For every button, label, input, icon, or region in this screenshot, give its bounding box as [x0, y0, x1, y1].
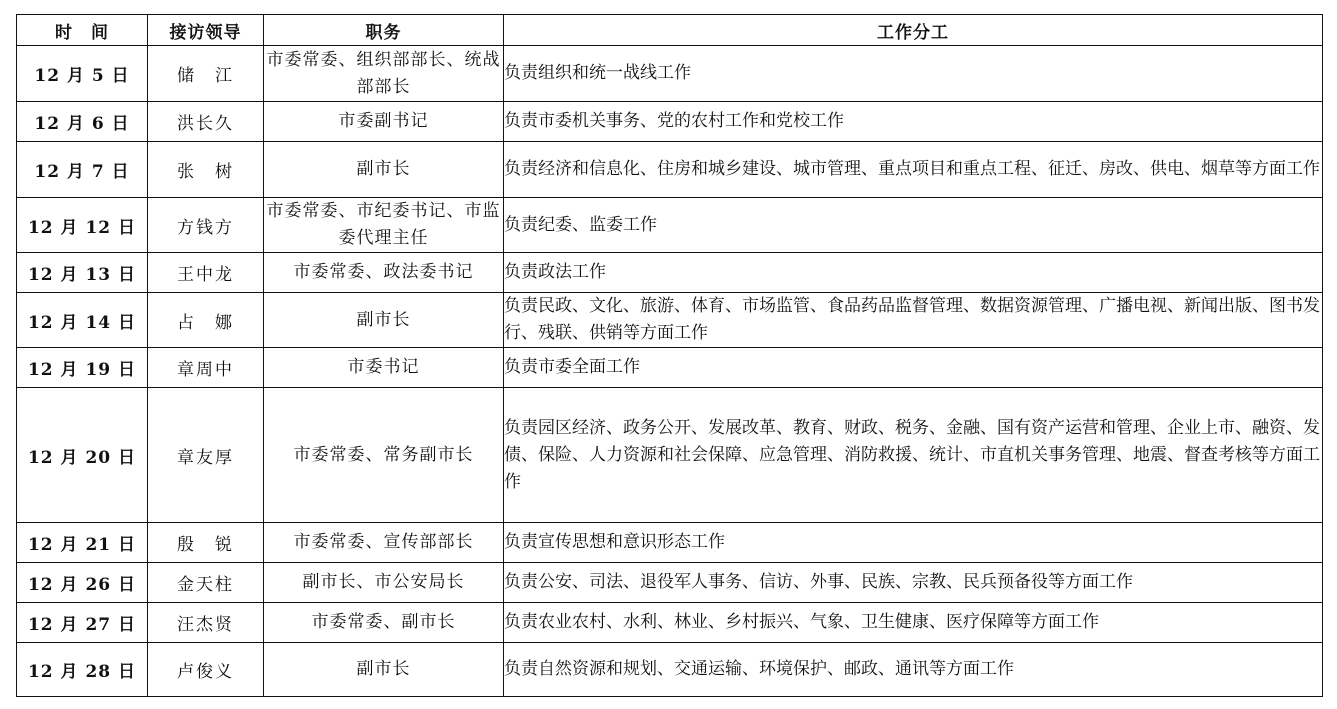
- header-duty: 工作分工: [504, 15, 1323, 46]
- table-row: [17, 563, 1323, 603]
- title-cell: 副市长: [264, 643, 504, 697]
- table-row: [17, 142, 1323, 198]
- date-cell: 12 月 19 日: [17, 348, 148, 388]
- title-cell: 副市长: [264, 293, 504, 348]
- duty-cell: 负责公安、司法、退役军人事务、信访、外事、民族、宗教、民兵预备役等方面工作: [504, 563, 1323, 603]
- duty-cell: 负责经济和信息化、住房和城乡建设、城市管理、重点项目和重点工程、征迁、房改、供电、烟草等方面工作: [504, 142, 1323, 198]
- duty-cell: 负责政法工作: [504, 253, 1323, 293]
- leader-cell: 金天柱: [148, 563, 264, 603]
- table-row: [17, 388, 1323, 523]
- date-cell: 12 月 6 日: [17, 102, 148, 142]
- duty-cell: 负责纪委、监委工作: [504, 198, 1323, 253]
- title-cell: 市委常委、常务副市长: [264, 388, 504, 523]
- leader-cell: 洪长久: [148, 102, 264, 142]
- title-cell: 副市长: [264, 142, 504, 198]
- duty-cell: 负责民政、文化、旅游、体育、市场监管、食品药品监督管理、数据资源管理、广播电视、新闻出版、图书发行、残联、供销等方面工作: [504, 293, 1323, 348]
- header-date: 时 间: [17, 15, 148, 46]
- header-leader: 接访领导: [148, 15, 264, 46]
- table-row: [17, 603, 1323, 643]
- table-row: [17, 348, 1323, 388]
- title-cell: 市委常委、政法委书记: [264, 253, 504, 293]
- duty-cell: 负责市委全面工作: [504, 348, 1323, 388]
- title-cell: 市委常委、副市长: [264, 603, 504, 643]
- leader-cell: 章友厚: [148, 388, 264, 523]
- leader-cell: 章周中: [148, 348, 264, 388]
- table-row: [17, 198, 1323, 253]
- date-cell: 12 月 21 日: [17, 523, 148, 563]
- title-cell: 市委常委、组织部部长、统战部部长: [264, 46, 504, 102]
- leader-cell: 殷 锐: [148, 523, 264, 563]
- date-cell: 12 月 20 日: [17, 388, 148, 523]
- table-row: [17, 253, 1323, 293]
- leader-cell: 王中龙: [148, 253, 264, 293]
- table-row: [17, 293, 1323, 348]
- date-cell: 12 月 14 日: [17, 293, 148, 348]
- table-row: [17, 523, 1323, 563]
- title-cell: 市委常委、宣传部部长: [264, 523, 504, 563]
- leader-cell: 储 江: [148, 46, 264, 102]
- duty-cell: 负责宣传思想和意识形态工作: [504, 523, 1323, 563]
- duty-cell: 负责自然资源和规划、交通运输、环境保护、邮政、通讯等方面工作: [504, 643, 1323, 697]
- header-title: 职务: [264, 15, 504, 46]
- table-row: [17, 46, 1323, 102]
- table-row: [17, 643, 1323, 697]
- date-cell: 12 月 13 日: [17, 253, 148, 293]
- duty-cell: 负责市委机关事务、党的农村工作和党校工作: [504, 102, 1323, 142]
- leader-cell: 占 娜: [148, 293, 264, 348]
- title-cell: 市委常委、市纪委书记、市监委代理主任: [264, 198, 504, 253]
- leader-cell: 汪杰贤: [148, 603, 264, 643]
- date-cell: 12 月 26 日: [17, 563, 148, 603]
- table-header-row: [17, 15, 1323, 46]
- reception-schedule-table: [16, 14, 1323, 697]
- date-cell: 12 月 28 日: [17, 643, 148, 697]
- leader-cell: 张 树: [148, 142, 264, 198]
- date-cell: 12 月 12 日: [17, 198, 148, 253]
- date-cell: 12 月 7 日: [17, 142, 148, 198]
- leader-cell: 方钱方: [148, 198, 264, 253]
- table-row: [17, 102, 1323, 142]
- date-cell: 12 月 5 日: [17, 46, 148, 102]
- title-cell: 市委副书记: [264, 102, 504, 142]
- title-cell: 副市长、市公安局长: [264, 563, 504, 603]
- title-cell: 市委书记: [264, 348, 504, 388]
- duty-cell: 负责园区经济、政务公开、发展改革、教育、财政、税务、金融、国有资产运营和管理、企业上市、融资、发债、保险、人力资源和社会保障、应急管理、消防救援、统计、市直机关事务管理、地震、督查考核等方面工作: [504, 388, 1323, 523]
- date-cell: 12 月 27 日: [17, 603, 148, 643]
- leader-cell: 卢俊义: [148, 643, 264, 697]
- duty-cell: 负责农业农村、水利、林业、乡村振兴、气象、卫生健康、医疗保障等方面工作: [504, 603, 1323, 643]
- duty-cell: 负责组织和统一战线工作: [504, 46, 1323, 102]
